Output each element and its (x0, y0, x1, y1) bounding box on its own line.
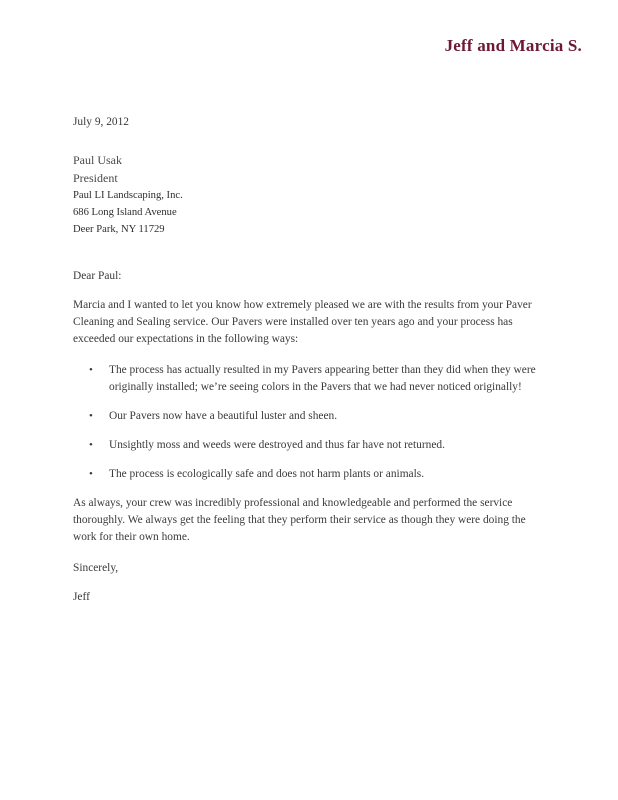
bullet-icon: • (89, 439, 93, 451)
bullet-icon: • (89, 410, 93, 422)
letter-body (73, 114, 543, 606)
list-item-text: Unsightly moss and weeds were destroyed and thus far have not returned. (109, 439, 445, 451)
recipient-address (73, 151, 543, 238)
list-item (73, 466, 543, 483)
signature: Jeff (73, 591, 90, 603)
list-item (73, 362, 543, 396)
recipient-name: Paul Usak (73, 153, 122, 167)
bullet-icon: • (89, 468, 93, 480)
closing-paragraph: As always, your crew was incredibly professional and knowledgeable and performed the service thoroughly. We always get the feeling that they perform their service as though they were doing the work for their own home. (73, 497, 526, 543)
closing: Sincerely, (73, 562, 119, 574)
intro-paragraph: Marcia and I wanted to let you know how extremely pleased we are with the results from your Paver Cleaning and Sealing service. Our Pavers were installed over ten years ago and your process has exceeded our expectations in the following ways: (73, 299, 532, 345)
sender-name: Jeff and Marcia S. (444, 36, 582, 55)
salutation: Dear Paul: (73, 270, 122, 282)
recipient-street: 686 Long Island Avenue (73, 207, 177, 218)
benefits-list (73, 362, 543, 483)
list-item-text: Our Pavers now have a beautiful luster and sheen. (109, 410, 338, 422)
list-item-text: The process has actually resulted in my Pavers appearing better than they did when they were originally installed; we’re seeing colors in the Pavers that we had never noticed originally! (109, 364, 536, 393)
letter-date: July 9, 2012 (73, 116, 130, 128)
recipient-title: President (73, 171, 118, 185)
list-item (73, 408, 543, 425)
recipient-city: Deer Park, NY 11729 (73, 224, 165, 235)
bullet-icon: • (89, 364, 93, 376)
list-item-text: The process is ecologically safe and does not harm plants or animals. (109, 468, 425, 480)
recipient-company: Paul LI Landscaping, Inc. (73, 190, 183, 201)
list-item (73, 437, 543, 454)
